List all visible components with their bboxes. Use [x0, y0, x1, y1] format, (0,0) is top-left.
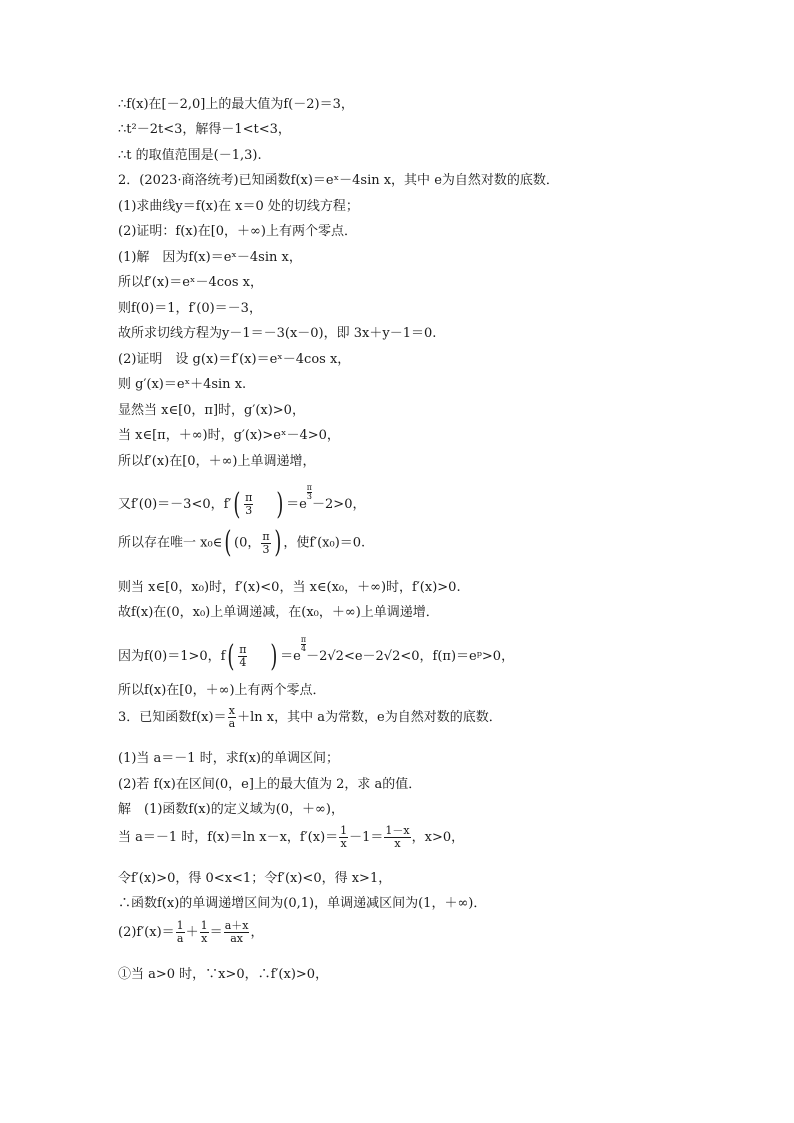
fraction: $\frac{\pi}{3}$ — [262, 529, 270, 556]
text-segment: ，使f′(x₀)＝0. — [283, 535, 366, 551]
text-line: 则 g′(x)＝eˣ＋4sin x. — [118, 377, 247, 392]
text-segment: －2>0， — [312, 497, 366, 512]
text-line: (2)若 f(x)在区间(0，e]上的最大值为 2，求 a的值． — [118, 777, 422, 792]
math-line: 又f′(0)＝－3<0，f′( $\frac{\pi}{3}$ ) ＝e $\frac{\pi}{3}$ －2>0， — [118, 483, 366, 522]
exponent-fraction: $\frac{\pi}{3}$ — [306, 483, 313, 501]
text-segment: 所以存在唯一 x₀∈ — [118, 535, 223, 551]
text-line: ∴t 的取值范围是(－1,3). — [118, 148, 262, 163]
text-line: (2)证明：f(x)在[0，＋∞)上有两个零点． — [118, 224, 357, 239]
text-line: 所以f′(x)在[0，＋∞)上单调递增， — [118, 454, 316, 469]
math-line: 所以存在唯一 x₀∈( (0， $\frac{\pi}{3}$ ) ，使f′(x₀)＝0. — [118, 525, 366, 560]
fraction: $\frac{1}{a}$ — [176, 919, 184, 945]
text-segment: 又f′(0)＝－3<0，f′ — [118, 497, 232, 512]
math-line: (2)f′(x)＝ $\frac{1}{a}$ ＋ $\frac{1}{x}$ ＝ $\frac{a+x}{ax}$ ， — [118, 919, 264, 945]
text-line: 则f(0)＝1，f′(0)＝－3， — [118, 301, 262, 316]
text-line: 则当 x∈[0，x₀)时，f′(x)<0，当 x∈(x₀，＋∞)时，f′(x)>0. — [118, 580, 461, 595]
text-line: ∴f(x)在[－2,0]上的最大值为f(－2)＝3， — [118, 97, 354, 112]
text-line: 所以f(x)在[0，＋∞)上有两个零点． — [118, 683, 326, 698]
text-segment: ，x>0， — [411, 830, 465, 845]
text-segment: 当 a＝－1 时，f(x)＝ln x－x，f′(x)＝ — [118, 830, 339, 845]
text-segment: 因为f(0)＝1>0，f — [118, 649, 226, 664]
text-segment: －2√2<e－2√2<0，f(π)＝eᵖ>0， — [306, 649, 515, 664]
text-line: (1)求曲线y＝f(x)在 x＝0 处的切线方程； — [118, 199, 359, 214]
problem-2-statement: 2．(2023·商洛统考)已知函数f(x)＝eˣ－4sin x，其中 e为自然对数的底数． — [118, 173, 559, 188]
exponent-fraction: $\frac{\pi}{4}$ — [300, 635, 307, 653]
math-line: 因为f(0)＝1>0，f( $\frac{\pi}{4}$ ) ＝e $\frac{\pi}{4}$ －2√2<e－2√2<0，f(π)＝eᵖ>0， — [118, 635, 515, 674]
text-line: ∴t²－2t<3，解得－1<t<3， — [118, 122, 291, 137]
fraction: $\frac{x}{a}$ — [228, 704, 236, 730]
fraction: $\frac{\pi}{4}$ — [239, 643, 247, 669]
text-line: 令f′(x)>0，得 0<x<1；令f′(x)<0，得 x>1， — [118, 871, 392, 886]
text-line: 显然当 x∈[0，π]时，g′(x)>0， — [118, 403, 305, 418]
text-line: ①当 a>0 时，∵x>0，∴f′(x)>0， — [118, 967, 329, 982]
text-line: 故所求切线方程为y－1＝－3(x－0)，即 3x＋y－1＝0. — [118, 326, 437, 341]
fraction: $\frac{a+x}{ax}$ — [224, 919, 249, 945]
text-line: (1)解 因为f(x)＝eˣ－4sin x， — [118, 250, 302, 265]
fraction: $\frac{1}{x}$ — [340, 824, 348, 850]
text-segment: 3．已知函数f(x)＝ — [118, 710, 227, 725]
text-line: 所以f′(x)＝eˣ－4cos x， — [118, 275, 263, 290]
text-line: (2)证明 设 g(x)＝f′(x)＝eˣ－4cos x， — [118, 352, 351, 367]
text-line: (1)当 a＝－1 时，求f(x)的单调区间； — [118, 751, 339, 766]
text-segment: ＋ln x，其中 a为常数，e为自然对数的底数． — [237, 710, 502, 725]
fraction: $\frac{1}{x}$ — [200, 919, 208, 945]
text-segment: ＝e — [280, 649, 301, 664]
text-line: 当 x∈[π，＋∞)时，g′(x)>eˣ－4>0， — [118, 428, 340, 443]
text-segment: －1＝ — [349, 830, 384, 845]
text-segment: (2)f′(x)＝ — [118, 925, 175, 940]
fraction: $\frac{\pi}{3}$ — [245, 491, 253, 517]
math-line — [118, 825, 464, 850]
text-line: 解 (1)函数f(x)的定义域为(0，＋∞)， — [118, 802, 344, 817]
text-line: 故f(x)在(0，x₀)上单调递减，在(x₀，＋∞)上单调递增． — [118, 605, 439, 620]
problem-3-statement — [118, 705, 502, 730]
text-segment: ， — [250, 925, 264, 940]
text-line: ∴函数f(x)的单调递增区间为(0,1)，单调递减区间为(1，＋∞)． — [118, 896, 487, 911]
fraction: $\frac{1-x}{x}$ — [385, 824, 410, 850]
text-segment: ＝e — [286, 497, 307, 512]
